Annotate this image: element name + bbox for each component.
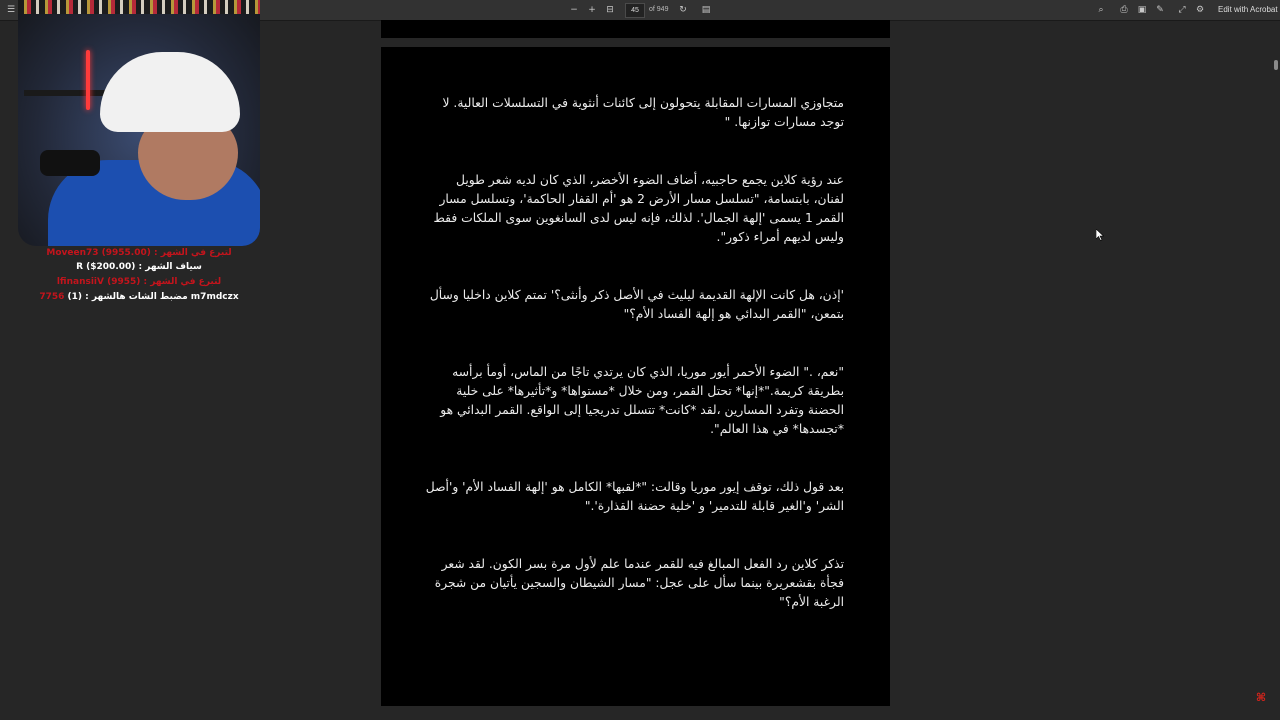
paragraph-1: متجاوزي المسارات المقابلة يتحولون إلى كائنات أنثوية في التسلسلات العالية. لا توجد مسارات توازنها. " <box>442 96 844 129</box>
menu-icon[interactable]: ☰ <box>6 5 16 15</box>
paragraph-3: 'إذن، هل كانت الإلهة القديمة ليليث في الأصل ذكر وأنثى؟' تمتم كلاين داخليا وسأل بتمعن، "القمر البدائي هو إلهة الفساد الأم؟" <box>429 288 844 321</box>
search-icon[interactable]: ⌕ <box>1098 5 1104 15</box>
microphone-icon <box>40 150 100 176</box>
annotate-icon[interactable]: ✎ <box>1156 5 1164 15</box>
page-total: of 949 <box>649 6 669 13</box>
expand-icon[interactable]: ⤢ <box>1178 5 1186 15</box>
settings-gear-icon[interactable]: ⚙ <box>1195 5 1205 15</box>
rotate-icon[interactable]: ↻ <box>679 5 687 15</box>
save-icon[interactable]: ▣ <box>1137 5 1147 15</box>
chat-mod-line <box>18 292 260 302</box>
fit-page-icon[interactable]: ⊟ <box>606 5 614 15</box>
chat-mod-prefix: 7756 <box>39 292 65 302</box>
webcam-overlay <box>18 0 260 246</box>
top-sword-line: R ($200.00) : سياف الشهر <box>76 262 202 272</box>
paragraph-5: بعد قول ذلك، توقف إيور موريا وقالت: "*لقبها* الكامل هو 'إلهة الفساد الأم' و'أصل الشر' و'الغير قابلة للتدمير' و 'خلية حضنة القذارة'." <box>425 480 844 513</box>
red-light <box>86 50 90 110</box>
scrollbar-thumb[interactable] <box>1274 60 1278 70</box>
print-icon[interactable]: ⎙ <box>1120 5 1128 15</box>
paragraph-6: تذكر كلاين رد الفعل المبالغ فيه للقمر عندما علم لأول مرة بسر الكون. لقد شعر فجأة بقشعريرة بينما سأل على عجل: "مسار الشيطان والسجين يأتيان من شجرة الرغبة الأم؟" <box>434 557 844 609</box>
page-number-input[interactable]: 45 <box>625 3 645 18</box>
chat-mod-text: مضبط الشات هالشهر : (1) m7mdczx <box>67 292 239 302</box>
white-cap <box>100 52 240 132</box>
acrobat-logo-icon: ⌘ <box>1255 691 1267 704</box>
zoom-in-button[interactable]: + <box>588 5 596 15</box>
mic-arm <box>24 90 114 96</box>
decorative-banner <box>18 0 260 14</box>
previous-page <box>381 20 890 38</box>
paragraph-4: "نعم، ." الضوء الأحمر أيور موريا، الذي كان يرتدي تاجًا من الماس، أومأ برأسه بطريقة كريمة."*إنها* تحتل القمر، ومن خلال *مستواها* و*تأثيرها* على خلية الحضنة وتفرد المسارين ،لقد *كانت* تتسلل تدريجيا إلى الواقع. القمر البدائي هو *تجسدها* في هذا العالم". <box>440 365 844 436</box>
paragraph-2: عند رؤية كلاين يجمع حاجبيه، أضاف الضوء الأخضر، الذي كان لديه شعر طويل لفنان، بابتسامة، "تسلسل مسار الأرض 2 هو 'أم القفار الحاكمة'، وتسلسل مسار القمر 1 يسمى 'إلهة الجمال'. لذلك، فإنه ليس لدى السانغوين سوى الملكات فقط وليس لديهم أمراء ذكور". <box>433 173 844 244</box>
donation-line-1: Moveen73 (9955.00) : لتبرع في الشهر <box>46 248 232 258</box>
page-view-icon[interactable]: ▤ <box>701 5 711 15</box>
scrollbar[interactable] <box>1272 20 1280 720</box>
zoom-out-button[interactable]: − <box>570 5 578 15</box>
donation-line-2: lfinansiiV (9955) : لتبرع في الشهر <box>56 277 222 287</box>
edit-with-acrobat-button[interactable]: Edit with Acrobat <box>1218 5 1278 14</box>
